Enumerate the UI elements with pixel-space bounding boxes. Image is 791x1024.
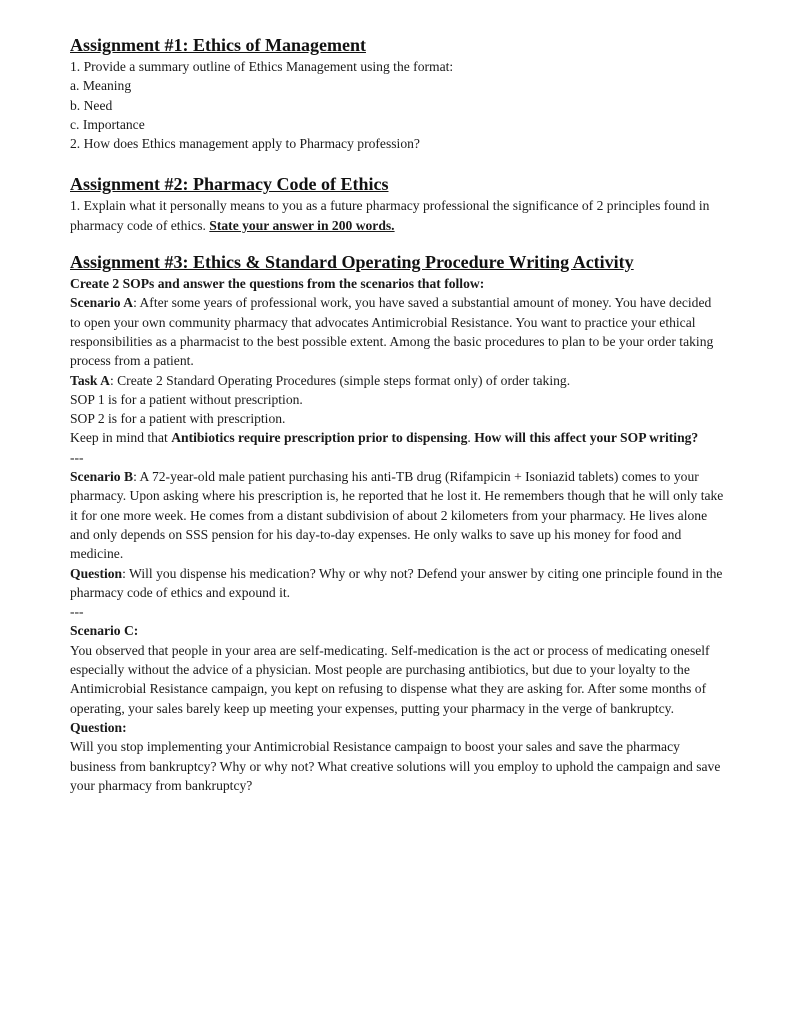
a1-line-4: c. Importance <box>70 116 145 132</box>
sop-2: SOP 2 is for a patient with prescription. <box>70 411 286 427</box>
a1-line-2: a. Meaning <box>70 78 132 94</box>
keep-bold-1: Antibiotics require prescription prior to dispensing <box>171 430 468 446</box>
a1-line-5: 2. How does Ethics management apply to Pharmacy profession? <box>70 136 420 152</box>
assignment-1-heading: Assignment #1: Ethics of Management <box>70 35 366 55</box>
sop-1: SOP 1 is for a patient without prescription. <box>70 391 303 407</box>
keep-bold-2: How will this affect your SOP writing? <box>474 430 699 446</box>
scenario-c-label: Scenario C: <box>70 623 139 639</box>
scenario-a-text: : After some years of professional work, you have saved a substantial amount of money. You have decided to open your own community pharmacy that advocates Antimicrobial Resistance. You want to practice your ethical responsibilities as a pharmacist to the best possible extent. Among the basic procedures to plan to be your order taking process from a patient. <box>70 295 714 369</box>
a3-intro: Create 2 SOPs and answer the questions from the scenarios that follow: <box>70 276 485 292</box>
task-a-label: Task A <box>70 372 110 388</box>
scenario-c-text: You observed that people in your area are self-medicating. Self-medication is the act or process of medicating oneself especially without the advice of a physician. Most people are purchasing antibiotics, but due to your loyalty to the Antimicrobial Resistance campaign, you kept on refusing to dispense what they are asking for. After some months of operating, your sales barely keep up meeting your expenses, putting your pharmacy in the verge of bankruptcy. <box>70 642 710 716</box>
a1-line-1: 1. Provide a summary outline of Ethics Management using the format: <box>70 59 454 74</box>
scenario-b-label: Scenario B <box>70 469 134 485</box>
keep-in-mind-note <box>70 428 725 447</box>
question-b-label: Question <box>70 565 123 581</box>
scenario-b-text: : A 72-year-old male patient purchasing his anti-TB drug (Rifampicin + Isoniazid tablets) comes to your pharmacy. Upon asking where his prescription is, he reported that he lost it. He remembers though that he will only take it for one more week. He comes from a distant subdivision of about 2 kilometers from your pharmacy. He lives alone and only depends on SSS pension for his day-to-day expenses. He only walks to save up his money for food and medicine. <box>70 469 724 562</box>
question-c-text: Will you stop implementing your Antimicrobial Resistance campaign to boost your sales and save the pharmacy business from bankruptcy? Why or why not? What creative solutions will you employ to uphold the campaign and save your pharmacy from bankruptcy? <box>70 739 721 793</box>
question-c-label: Question: <box>70 719 127 735</box>
separator-2: --- <box>70 604 84 620</box>
scenario-b <box>70 467 725 563</box>
a1-line-3: b. Need <box>70 97 113 113</box>
keep-pre: Keep in mind that <box>70 430 172 446</box>
separator-1: --- <box>70 449 84 465</box>
a2-text: 1. Explain what it personally means to you as a future pharmacy professional the significance of 2 principles found in pharmacy code of ethics. <box>70 198 710 233</box>
question-b-text: : Will you dispense his medication? Why or why not? Defend your answer by citing one principle found in the pharmacy code of ethics and expound it. <box>70 565 723 600</box>
task-a <box>70 371 725 390</box>
scenario-a-label: Scenario A <box>70 295 134 311</box>
scenario-a <box>70 293 725 370</box>
assignment-2-heading: Assignment #2: Pharmacy Code of Ethics <box>70 174 389 195</box>
a2-word-limit: State your answer in 200 words. <box>209 217 395 233</box>
question-b <box>70 564 725 603</box>
assignment-3-heading: Assignment #3: Ethics & Standard Operating Procedure Writing Activity <box>70 252 634 273</box>
document-page <box>70 34 725 795</box>
task-a-text: : Create 2 Standard Operating Procedures (simple steps format only) of order taking. <box>109 372 571 388</box>
keep-mid: . <box>467 430 475 446</box>
a2-paragraph <box>70 196 725 235</box>
